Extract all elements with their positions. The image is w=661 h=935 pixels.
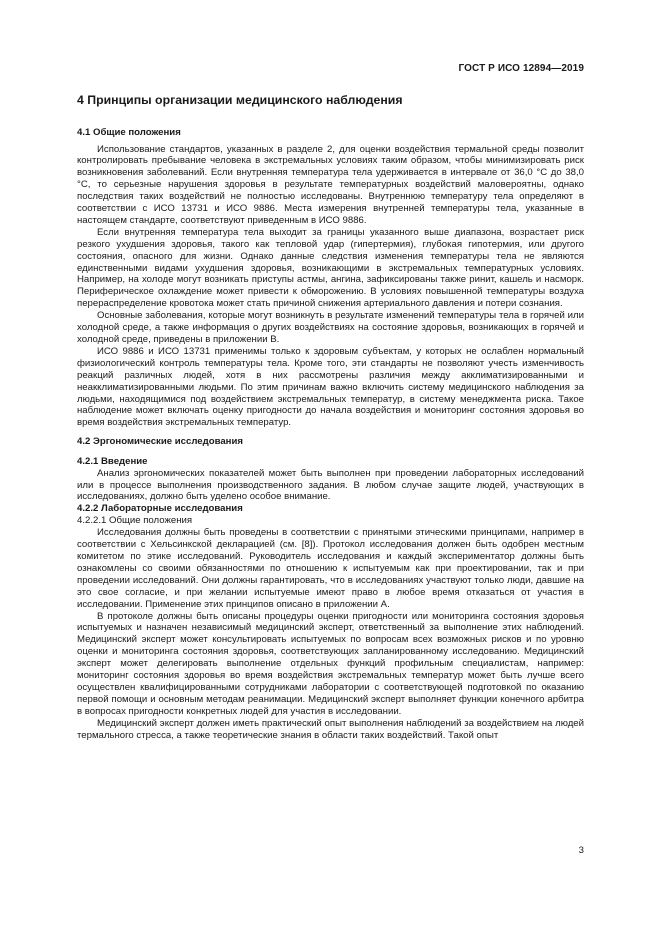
section-4-1-title: 4.1 Общие положения xyxy=(77,127,181,138)
paragraph: Исследования должны быть проведены в соответствии с принятыми этическими принципами, например в соответствии с Хельсинкской декларацией (см. [8]). Протокол исследования должен быть одобрен местным комитетом по этике исследований. Руководитель исследования и каждый экспериментатор должны быть ознакомлены со своими обязанностями по отношению к испытуемым как при проектировании, так и при проведении исследований. Они должны гарантировать, что в исследованиях участвуют только люди, давшие на это свое согласие, и при желании испытуемые имеют право в любое время отказаться от участия в исследовании. Применение этих принципов описано в приложении А. xyxy=(77,527,584,610)
page-content xyxy=(77,92,584,742)
section-4-title: 4 Принципы организации медицинского наблюдения xyxy=(77,93,403,107)
paragraph: В протоколе должны быть описаны процедуры оценки пригодности или мониторинга состояния здоровья испытуемых и назначен независимый медицинский эксперт, ответственный за выполнение этих наблюдений. Медицинский эксперт может консультировать испытуемых по вопросам всех возможных рисков и по уровню оценки и мониторинга состояния здоровья, соответствующих запланированному исследованию. Медицинский эксперт может делегировать выполнение отдельных функций профильным специалистам, например: мониторинг состояния здоровья во время воздействия экстремальных температур может быть лучше всего осуществлен квалифицированными сотрудниками лаборатории с соответствующей подготовкой по оказанию первой помощи и основным методам реанимации. Медицинский эксперт выполняет функции конечного арбитра в вопросах пригодности конкретных людей для участия в исследовании. xyxy=(77,610,584,717)
paragraph: Медицинский эксперт должен иметь практический опыт выполнения наблюдений за воздействием на людей термального стресса, а также теоретические знания в области таких воздействий. Такой опыт xyxy=(77,717,584,741)
section-4-2-2-1-title: 4.2.2.1 Общие положения xyxy=(77,515,193,527)
paragraph: Основные заболевания, которые могут возникнуть в результате изменений температуры тела в горячей или холодной среде, а также информация о других воздействиях на состояние здоровья, возникающих в горячей и холодной среде, приведены в приложении В. xyxy=(77,310,584,345)
section-4-2-1-title: 4.2.1 Введение xyxy=(77,455,148,467)
standard-id-header: ГОСТ Р ИСО 12894—2019 xyxy=(458,63,584,74)
page-number: 3 xyxy=(578,845,584,856)
paragraph: Анализ эргономических показателей может быть выполнен при проведении лабораторных исследований или в процессе выполнения производственного задания. В любом случае защите людей, участвующих в исследованиях, должно быть уделено особое внимание. xyxy=(77,467,584,503)
section-4-2-title: 4.2 Эргономические исследования xyxy=(77,436,243,448)
section-4-2-2-title: 4.2.2 Лабораторные исследования xyxy=(77,503,243,515)
paragraph: Использование стандартов, указанных в разделе 2, для оценки воздействия термальной среды позволит контролировать пребывание человека в экстремальных условиях таким образом, чтобы минимизировать риск возникновения заболеваний. Если внутренняя температура тела удерживается в интервале от 36,0 °С до 38,0 °С, то серьезные нарушения здоровья в результате температурных воздействий маловероятны, однако последствия таких воздействий не полностью исследованы. Внутреннюю температуру тела определяют в соответствии с ИСО 13731 и ИСО 9886. Места измерения внутренней температуры тела, указанные в настоящем стандарте, соответствуют приведенным в ИСО 9886. xyxy=(77,143,584,226)
paragraph: Если внутренняя температура тела выходит за границы указанного выше диапазона, возрастает риск резкого ухудшения здоровья, такого как тепловой удар (гипертермия), глубокая гипотермия, или другого состояния, опасного для жизни. Однако данные следствия изменения температуры тела не являются единственными видами ухудшения здоровья, возникающими в экстремальных температурных условиях. Например, на холоде могут возникать приступы астмы, ангина, зафиксированы также ринит, кашель и насморк. Периферическое охлаждение может привести к обморожению. В условиях повышенной температуры воздуха перераспределение кровотока может стать причиной снижения артериального давления и потери сознания. xyxy=(77,226,584,310)
paragraph: ИСО 9886 и ИСО 13731 применимы только к здоровым субъектам, у которых не ослаблен нормальный физиологический контроль температуры тела. Кроме того, эти стандарты не позволяют учесть изменчивость реакций различных людей, хотя в них рассмотрены различия между акклиматизированными и неакклиматизированными людьми. По этим причинам важно включить систему медицинского наблюдения за людьми, находящимися под воздействием экстремальных температур, в систему менеджмента риска. Такое наблюдение может включать оценку пригодности до начала воздействия и мониторинг состояния здоровья во время воздействия экстремальных температур. xyxy=(77,345,584,429)
